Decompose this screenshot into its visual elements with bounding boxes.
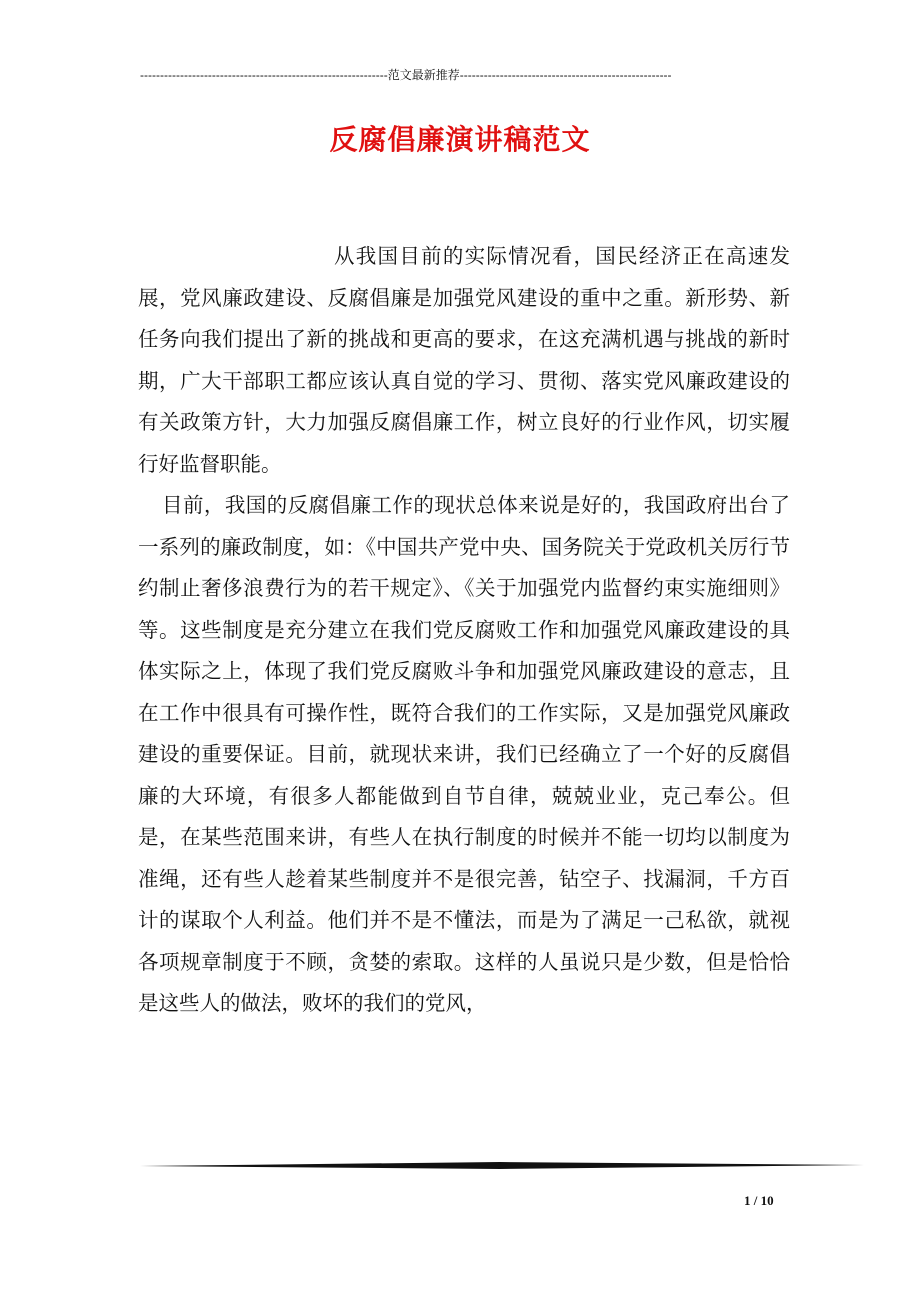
page-number: 1 / 10 <box>744 1193 774 1208</box>
document-title: 反腐倡廉演讲稿范文 <box>329 123 591 156</box>
paragraph: 从我国目前的实际情况看，国民经济正在高速发展，党风廉政建设、反腐倡廉是加强党风建设的重中之重。新形势、新任务向我们提出了新的挑战和更高的要求，在这充满机遇与挑战的新时期，广大干部职工都应该认真自觉的学习、贯彻、落实党风廉政建设的有关政策方针，大力加强反腐倡廉工作，树立良好的行业作风，切实履行好监督职能。 <box>138 244 790 476</box>
paragraph: 目前，我国的反腐倡廉工作的现状总体来说是好的，我国政府出台了一系列的廉政制度，如：《中国共产党中央、国务院关于党政机关厉行节约制止奢侈浪费行为的若干规定》、《关于加强党内监督约束实施细则》等。这些制度是充分建立在我们党反腐败工作和加强党风廉政建设的具体实际之上，体现了我们党反腐败斗争和加强党风廉政建设的意志，且在工作中很具有可操作性，既符合我们的工作实际，又是加强党风廉政建设的重要保证。目前，就现状来讲，我们已经确立了一个好的反腐倡廉的大环境，有很多人都能做到自节自律，兢兢业业，克己奉公。但是，在某些范围来讲，有些人在执行制度的时候并不能一切均以制度为准绳，还有些人趁着某些制度并不是很完善，钻空子、找漏洞，千方百计的谋取个人利益。他们并不是不懂法，而是为了满足一己私欲，就视各项规章制度于不顾，贪婪的索取。这样的人虽说只是少数，但是恰恰是这些人的做法，败坏的我们的党风， <box>138 493 790 1015</box>
document-body <box>138 236 790 1025</box>
page-header: --------------------------------------------------------------范文最新推荐----------------------------------------------------- <box>140 68 672 82</box>
footer-divider <box>140 1160 864 1170</box>
